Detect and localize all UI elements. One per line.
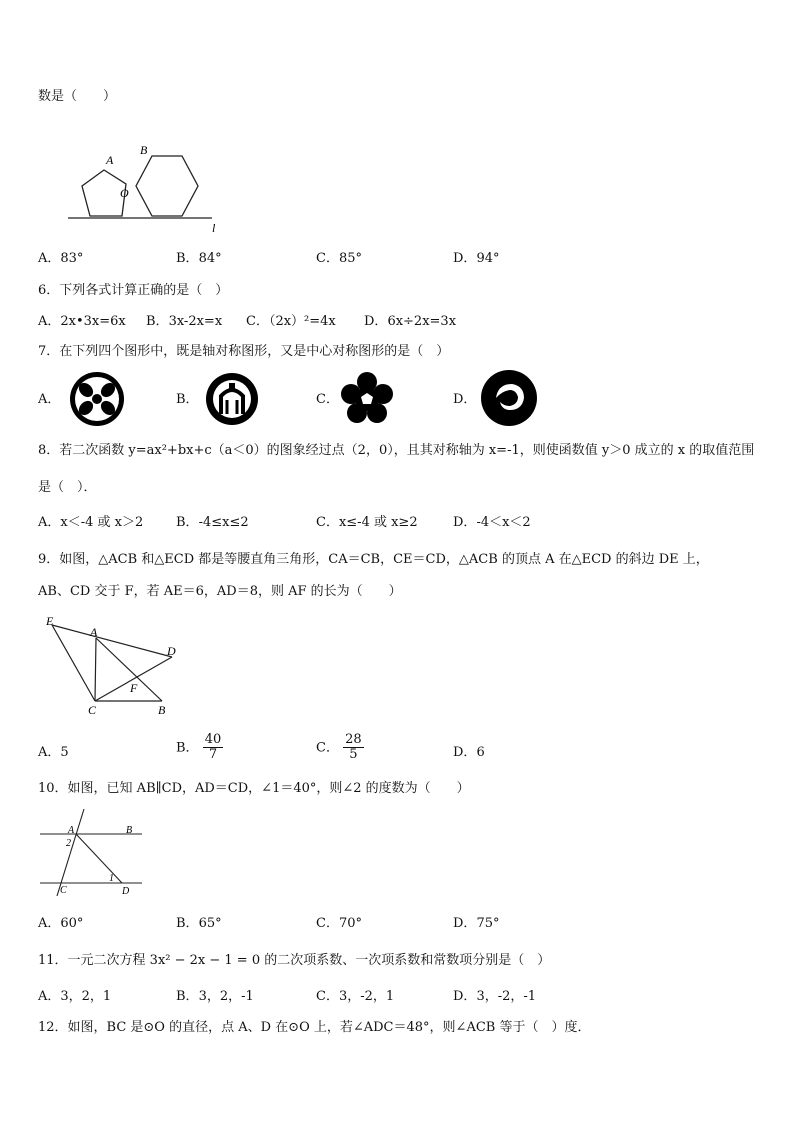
q9-figure [40,612,190,720]
label-B: B [126,825,133,836]
q9-option-d[interactable]: D．6 [453,745,485,760]
q10-option-d[interactable]: D．75° [453,916,500,931]
q7-option-b-label[interactable]: B． [176,392,199,407]
swirl-emblem-icon[interactable] [478,368,540,428]
label-O: O [120,186,129,200]
q8-option-c[interactable]: C．x≤-4 或 x≥2 [316,515,418,530]
label-l: l [212,221,216,235]
q11-option-d[interactable]: D．3，-2，-1 [453,989,537,1004]
q10-option-b[interactable]: B．65° [176,916,222,931]
label-B: B [158,703,166,717]
label-C: C [88,703,97,717]
q6-option-a[interactable]: A．2x•3x=6x [38,314,126,329]
label-F: F [130,681,138,695]
label-1: 1 [109,873,114,884]
q5-figure [60,140,230,235]
q8-option-d[interactable]: D．-4＜x＜2 [453,515,531,530]
q5-option-d[interactable]: D．94° [453,251,500,266]
q9-stem-line1: 9．如图，△ACB 和△ECD 都是等腰直角三角形，CA＝CB，CE＝CD，△ACB 的顶点 A 在△ECD 的斜边 DE 上， [38,552,709,567]
label-D: D [167,644,176,658]
q5-option-a[interactable]: A．83° [38,251,84,266]
q9-option-a[interactable]: A．5 [38,745,69,760]
q11-option-c[interactable]: C．3，-2，1 [316,989,395,1004]
label-C: C [60,885,67,896]
q8-stem-line1: 8．若二次函数 y=ax²+bx+c（a＜0）的图象经过点（2，0），且其对称轴为 x=-1，则使函数值 y＞0 成立的 x 的取值范围 [38,443,755,458]
q6-option-b[interactable]: B．3x-2x=x [146,314,223,329]
q6-option-d[interactable]: D．6x÷2x=3x [364,314,457,329]
q10-figure [36,806,148,898]
q6-stem: 6．下列各式计算正确的是（ ） [38,283,229,298]
label-D: D [122,886,130,897]
q8-stem-line2: 是（ ）． [38,480,97,495]
q11-option-a[interactable]: A．3，2，1 [38,989,112,1004]
q7-option-c-label[interactable]: C． [316,392,339,407]
q5-option-b[interactable]: B．84° [176,251,222,266]
hexagon [136,156,198,216]
label-A: A [106,153,114,167]
q10-option-c[interactable]: C．70° [316,916,362,931]
q11-stem: 11．一元二次方程 3x² − 2x − 1 = 0 的二次项系数、一次项系数和常数项分别是（ ） [38,953,551,968]
q9-stem-line2: AB、CD 交于 F，若 AE＝6，AD＝8，则 AF 的长为（ ） [38,584,402,599]
q6-option-c[interactable]: C．（2x）²=4x [246,314,336,329]
q11-option-b[interactable]: B．3，2，-1 [176,989,254,1004]
q12-stem: 12．如图，BC 是⊙O 的直径，点 A、D 在⊙O 上，若∠ADC＝48°，则∠ACB 等于（ ）度． [38,1020,591,1035]
q10-stem: 10．如图，已知 AB∥CD，AD＝CD，∠1＝40°，则∠2 的度数为（ ） [38,781,470,796]
q7-option-a-label[interactable]: A． [38,392,61,407]
q7-stem: 7．在下列四个图形中，既是轴对称图形，又是中心对称图形的是（ ） [38,344,450,359]
q5-option-c[interactable]: C．85° [316,251,362,266]
label-B: B [140,143,148,157]
label-2: 2 [66,838,71,849]
ring-emblem-icon[interactable] [202,370,262,428]
four-leaf-emblem-icon[interactable] [66,370,128,428]
flower-emblem-icon[interactable] [338,370,396,428]
label-E: E [46,614,54,628]
q8-option-b[interactable]: B．-4≤x≤2 [176,515,249,530]
q8-option-a[interactable]: A．x＜-4 或 x＞2 [38,515,144,530]
label-A: A [68,825,75,836]
q5-stem-tail: 数是（ ） [38,89,117,104]
q7-option-d-label[interactable]: D． [453,392,477,407]
q10-option-a[interactable]: A．60° [38,916,84,931]
q9-option-b[interactable]: B． $\frac{40}{7}$ [176,732,222,763]
label-A: A [90,625,98,639]
q9-option-c[interactable]: C． $\frac{28}{5}$ [316,732,362,763]
